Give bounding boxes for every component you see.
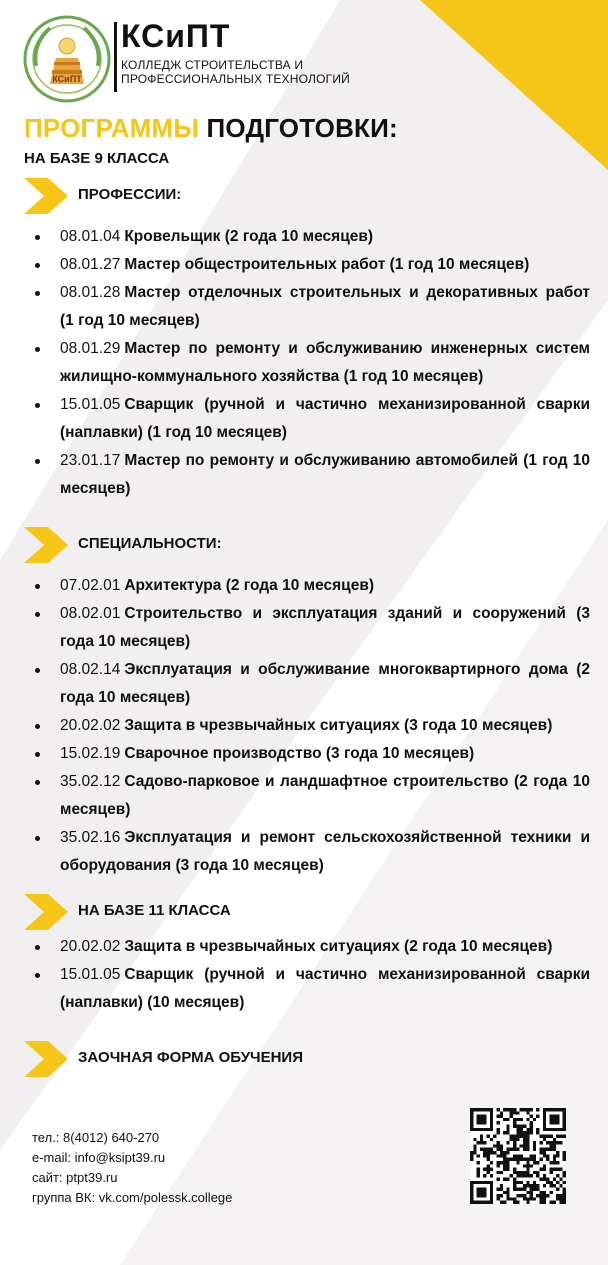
college-name-line2: ПРОФЕССИОНАЛЬНЫХ ТЕХНОЛОГИЙ — [121, 72, 350, 86]
list-item — [22, 824, 590, 880]
list-item — [22, 600, 590, 656]
program-name: Сварщик (ручной и частично механизированной сварки (наплавки) (10 месяцев) — [60, 966, 590, 1011]
title-rest: ПОДГОТОВКИ: — [206, 113, 398, 143]
program-code: 08.01.27 — [60, 256, 121, 273]
section-specialties-label: СПЕЦИАЛЬНОСТИ: — [78, 535, 222, 552]
program-name: Строительство и эксплуатация зданий и сооружений (3 года 10 месяцев) — [60, 605, 590, 650]
list-item — [22, 251, 590, 279]
list-item — [22, 961, 590, 1017]
program-code: 08.02.14 — [60, 661, 121, 678]
section-grade11-label: НА БАЗЕ 11 КЛАССА — [78, 902, 231, 919]
college-full-name — [121, 58, 350, 86]
program-code: 20.02.02 — [60, 717, 121, 734]
contact-phone: тел.: 8(4012) 640-270 — [32, 1130, 160, 1145]
program-name: Защита в чрезвычайных ситуациях (3 года 10 месяцев) — [124, 717, 553, 734]
list-item — [22, 740, 590, 768]
program-name: Мастер по ремонту и обслуживанию автомобилей (1 год 10 месяцев) — [60, 452, 590, 497]
title-highlight: ПРОГРАММЫ — [24, 113, 200, 143]
program-name: Мастер общестроительных работ (1 год 10 месяцев) — [124, 256, 530, 273]
list-item — [22, 768, 590, 824]
base-9-subtitle: НА БАЗЕ 9 КЛАССА — [24, 150, 170, 167]
chevron-right-icon — [24, 894, 68, 930]
svg-text:КСиПТ: КСиПТ — [52, 74, 82, 84]
program-code: 23.01.17 — [60, 452, 121, 469]
chevron-right-icon — [24, 527, 68, 563]
college-name-line1: КОЛЛЕДЖ СТРОИТЕЛЬСТВА И — [121, 58, 304, 72]
list-item — [22, 712, 590, 740]
program-name: Эксплуатация и ремонт сельскохозяйственной техники и оборудования (3 года 10 месяцев) — [60, 829, 590, 874]
program-code: 08.01.28 — [60, 284, 121, 301]
program-code: 07.02.01 — [60, 577, 121, 594]
program-name: Кровельщик (2 года 10 месяцев) — [124, 228, 374, 245]
logo-divider — [114, 22, 117, 92]
program-code: 08.01.04 — [60, 228, 121, 245]
program-name: Мастер по ремонту и обслуживанию инженерных систем жилищно-коммунального хозяйства (1 год 10 месяцев) — [60, 340, 590, 385]
program-name: Сварочное производство (3 года 10 месяцев) — [124, 745, 475, 762]
contact-site: сайт: ptpt39.ru — [32, 1170, 118, 1185]
grade11-list — [22, 933, 590, 1017]
list-item — [22, 447, 590, 503]
list-item — [22, 572, 590, 600]
program-code: 35.02.12 — [60, 773, 121, 790]
college-emblem-icon — [22, 14, 112, 104]
chevron-right-icon — [24, 178, 68, 214]
specialties-list — [22, 572, 590, 880]
program-name: Архитектура (2 года 10 месяцев) — [124, 577, 375, 594]
college-abbreviation: КСиПТ — [121, 18, 231, 54]
section-professions-label: ПРОФЕССИИ: — [78, 186, 182, 203]
contacts-block — [32, 1128, 232, 1208]
list-item — [22, 223, 590, 251]
program-code: 15.01.05 — [60, 396, 121, 413]
chevron-right-icon — [24, 1041, 68, 1077]
program-name: Садово-парковое и ландшафтное строительство (2 года 10 месяцев) — [60, 773, 590, 818]
program-code: 15.01.05 — [60, 966, 121, 983]
list-item — [22, 279, 590, 335]
contact-email: e-mail: info@ksipt39.ru — [32, 1150, 166, 1165]
program-code: 20.02.02 — [60, 938, 121, 955]
list-item — [22, 391, 590, 447]
program-name: Сварщик (ручной и частично механизированной сварки (наплавки) (1 год 10 месяцев) — [60, 396, 590, 441]
program-name: Защита в чрезвычайных ситуациях (2 года 10 месяцев) — [124, 938, 553, 955]
program-code: 15.02.19 — [60, 745, 121, 762]
list-item — [22, 335, 590, 391]
professions-list — [22, 223, 590, 503]
program-code: 08.02.01 — [60, 605, 121, 622]
program-code: 08.01.29 — [60, 340, 121, 357]
program-code: 35.02.16 — [60, 829, 121, 846]
page-title — [24, 113, 398, 144]
section-distance-label: ЗАОЧНАЯ ФОРМА ОБУЧЕНИЯ — [78, 1049, 303, 1066]
list-item — [22, 656, 590, 712]
contact-vk: группа ВК: vk.com/polessk.college — [32, 1190, 233, 1205]
qr-code-icon — [470, 1108, 566, 1204]
program-name: Мастер отделочных строительных и декоративных работ (1 год 10 месяцев) — [60, 284, 590, 329]
list-item — [22, 933, 590, 961]
program-name: Эксплуатация и обслуживание многоквартирного дома (2 года 10 месяцев) — [60, 661, 590, 706]
